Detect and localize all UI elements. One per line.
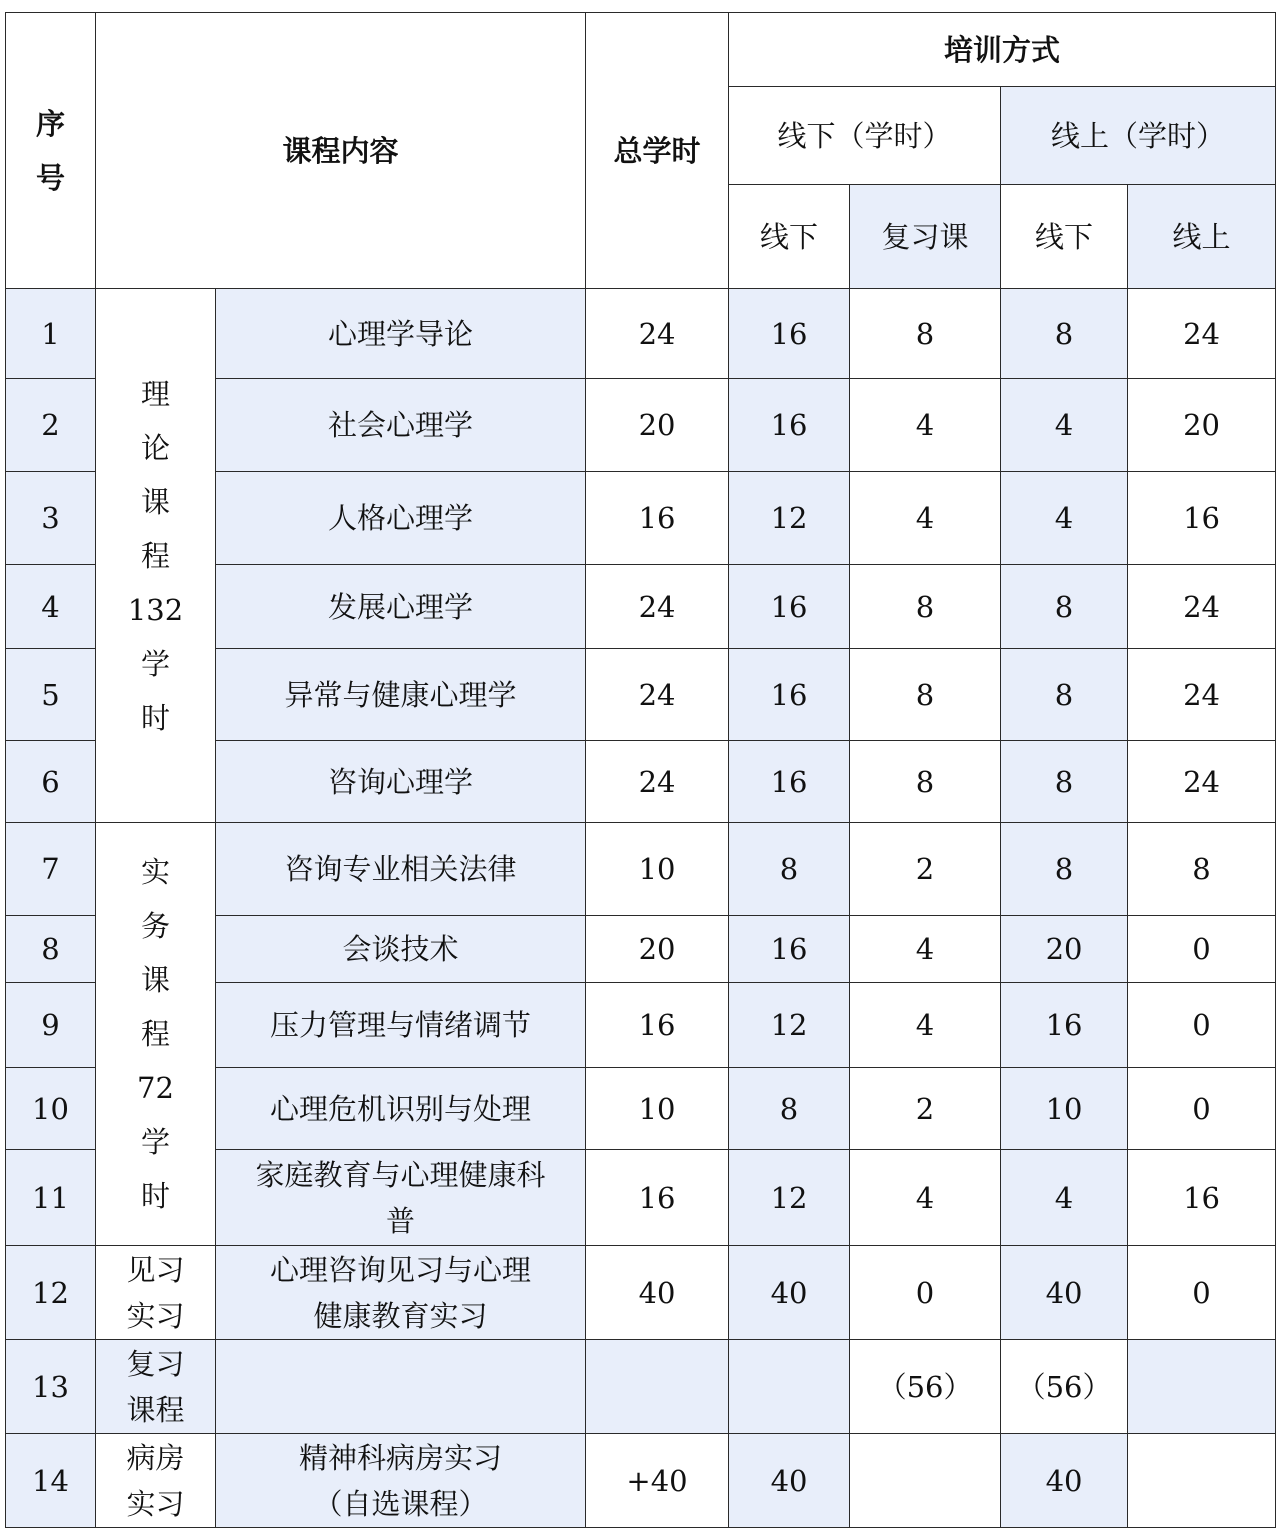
table-row (6, 289, 1276, 379)
row-offline-2: 10 (1001, 1068, 1128, 1150)
row-offline-2: 4 (1001, 379, 1128, 472)
header-seq: 序号 (6, 13, 96, 289)
header-sub-review: 复习课 (850, 185, 1001, 289)
row-offline-2: （56） (1001, 1340, 1128, 1434)
row-total: 16 (586, 472, 729, 565)
row-offline: 16 (729, 565, 850, 649)
row-name: 咨询专业相关法律 (216, 823, 586, 916)
row-offline: 40 (729, 1246, 850, 1340)
row-review: 8 (850, 649, 1001, 741)
row-offline: 40 (729, 1434, 850, 1528)
header-online-hours: 线上（学时） (1001, 87, 1276, 185)
row-online: 0 (1128, 1246, 1276, 1340)
row-no: 7 (6, 823, 96, 916)
row-name: 异常与健康心理学 (216, 649, 586, 741)
row-name: 心理咨询见习与心理健康教育实习 (216, 1246, 586, 1340)
header-sub-offline: 线下 (729, 185, 850, 289)
course-table (5, 12, 1276, 1528)
row-offline-2: 16 (1001, 983, 1128, 1068)
row-offline-2: 20 (1001, 916, 1128, 983)
header-total: 总学时 (586, 13, 729, 289)
row-no: 2 (6, 379, 96, 472)
row-review: 4 (850, 379, 1001, 472)
row-review: 8 (850, 741, 1001, 823)
row-offline: 12 (729, 983, 850, 1068)
table-row (6, 823, 1276, 916)
row-no: 3 (6, 472, 96, 565)
row-offline: 16 (729, 649, 850, 741)
row-name: 人格心理学 (216, 472, 586, 565)
row-name: 会谈技术 (216, 916, 586, 983)
row-offline (729, 1340, 850, 1434)
row-offline: 16 (729, 379, 850, 472)
row-review: 4 (850, 472, 1001, 565)
row-name: 精神科病房实习（自选课程） (216, 1434, 586, 1528)
row-no: 6 (6, 741, 96, 823)
row-no: 1 (6, 289, 96, 379)
row-offline: 8 (729, 823, 850, 916)
table-row (6, 1340, 1276, 1434)
row-total: 24 (586, 741, 729, 823)
row-review: 8 (850, 565, 1001, 649)
row-online: 16 (1128, 472, 1276, 565)
row-online: 8 (1128, 823, 1276, 916)
header-mode: 培训方式 (729, 13, 1276, 87)
row-offline: 12 (729, 472, 850, 565)
row-no: 4 (6, 565, 96, 649)
row-offline-2: 4 (1001, 472, 1128, 565)
row-online: 0 (1128, 1068, 1276, 1150)
row-no: 13 (6, 1340, 96, 1434)
row-review: 8 (850, 289, 1001, 379)
row-review: 2 (850, 823, 1001, 916)
header-sub-online: 线上 (1128, 185, 1276, 289)
row-offline-2: 4 (1001, 1150, 1128, 1246)
row-total: 20 (586, 379, 729, 472)
row-total: 10 (586, 1068, 729, 1150)
row-no: 14 (6, 1434, 96, 1528)
row-offline: 16 (729, 289, 850, 379)
row-name (216, 1340, 586, 1434)
row-online: 0 (1128, 916, 1276, 983)
row-online: 0 (1128, 983, 1276, 1068)
row-name: 社会心理学 (216, 379, 586, 472)
row-total: 40 (586, 1246, 729, 1340)
group-theory: 理 论 课 程 132 学 时 (96, 289, 216, 823)
row-offline-2: 8 (1001, 289, 1128, 379)
row-review: 0 (850, 1246, 1001, 1340)
row-online: 16 (1128, 1150, 1276, 1246)
row-online: 24 (1128, 565, 1276, 649)
row-category: 病房实习 (96, 1434, 216, 1528)
row-total: 20 (586, 916, 729, 983)
row-total (586, 1340, 729, 1434)
row-offline-2: 8 (1001, 565, 1128, 649)
row-category: 见习实习 (96, 1246, 216, 1340)
row-name: 咨询心理学 (216, 741, 586, 823)
group-practice: 实 务 课 程 72 学 时 (96, 823, 216, 1246)
row-review: 4 (850, 1150, 1001, 1246)
row-no: 8 (6, 916, 96, 983)
row-offline: 16 (729, 741, 850, 823)
row-name: 家庭教育与心理健康科普 (216, 1150, 586, 1246)
row-total: 10 (586, 823, 729, 916)
row-name: 压力管理与情绪调节 (216, 983, 586, 1068)
row-offline: 16 (729, 916, 850, 983)
row-no: 12 (6, 1246, 96, 1340)
row-name: 发展心理学 (216, 565, 586, 649)
row-total: +40 (586, 1434, 729, 1528)
row-total: 24 (586, 649, 729, 741)
row-no: 11 (6, 1150, 96, 1246)
row-offline-2: 40 (1001, 1246, 1128, 1340)
row-review: 4 (850, 916, 1001, 983)
row-review: 4 (850, 983, 1001, 1068)
row-category: 复习课程 (96, 1340, 216, 1434)
row-offline-2: 8 (1001, 649, 1128, 741)
row-online: 24 (1128, 289, 1276, 379)
header-offline-hours: 线下（学时） (729, 87, 1001, 185)
row-online: 24 (1128, 649, 1276, 741)
row-no: 10 (6, 1068, 96, 1150)
row-offline: 12 (729, 1150, 850, 1246)
row-total: 24 (586, 289, 729, 379)
row-no: 5 (6, 649, 96, 741)
row-review: （56） (850, 1340, 1001, 1434)
table-row (6, 1246, 1276, 1340)
row-online (1128, 1340, 1276, 1434)
row-name: 心理危机识别与处理 (216, 1068, 586, 1150)
row-total: 24 (586, 565, 729, 649)
row-name: 心理学导论 (216, 289, 586, 379)
row-review: 2 (850, 1068, 1001, 1150)
row-offline-2: 40 (1001, 1434, 1128, 1528)
row-offline-2: 8 (1001, 741, 1128, 823)
header-sub-offline-2: 线下 (1001, 185, 1128, 289)
row-no: 9 (6, 983, 96, 1068)
row-offline-2: 8 (1001, 823, 1128, 916)
row-total: 16 (586, 983, 729, 1068)
row-online: 24 (1128, 741, 1276, 823)
row-offline: 8 (729, 1068, 850, 1150)
header-content: 课程内容 (96, 13, 586, 289)
row-review (850, 1434, 1001, 1528)
row-online: 20 (1128, 379, 1276, 472)
table-row (6, 1434, 1276, 1528)
row-total: 16 (586, 1150, 729, 1246)
row-online (1128, 1434, 1276, 1528)
